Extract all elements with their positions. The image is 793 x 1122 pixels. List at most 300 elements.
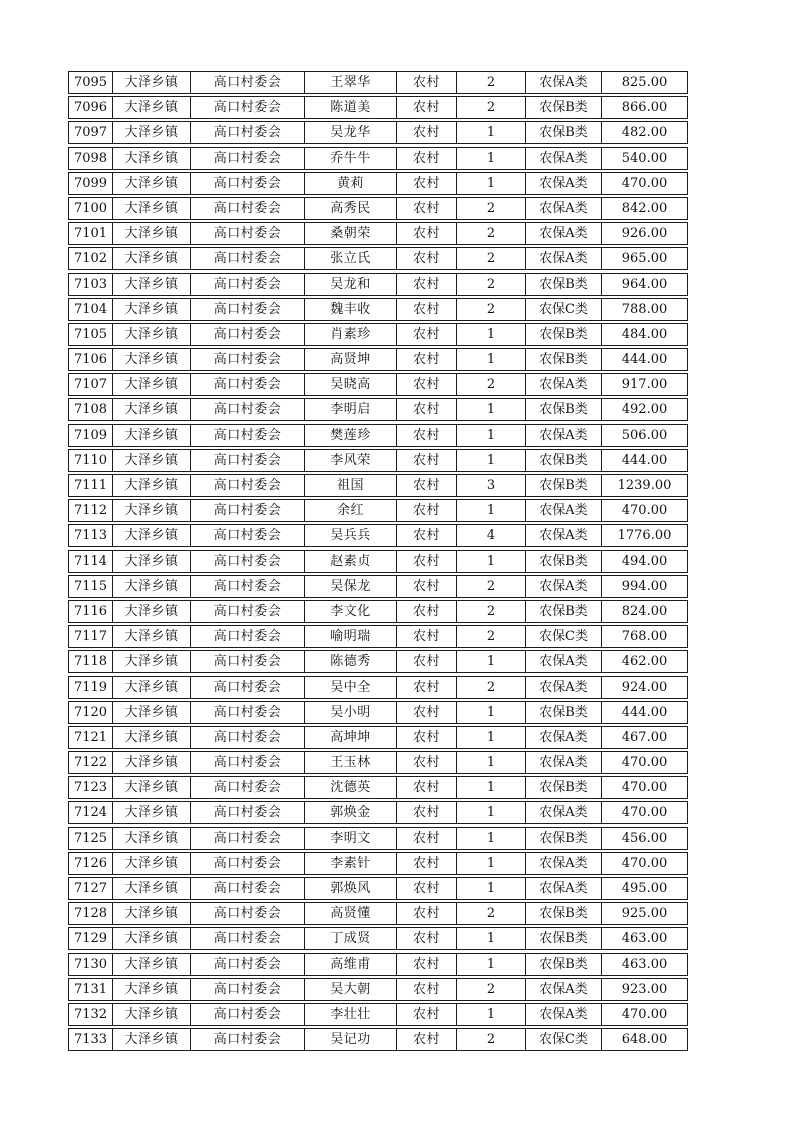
cell-person-count: 2: [457, 97, 526, 118]
cell-person-count: 1: [457, 551, 526, 572]
table-row: [68, 96, 688, 119]
cell-village-committee: 高口村委会: [191, 349, 305, 370]
cell-village-committee: 高口村委会: [191, 450, 305, 471]
cell-category: 农村: [397, 374, 457, 395]
cell-person-count: 1: [457, 752, 526, 773]
cell-person-count: 2: [457, 374, 526, 395]
cell-record-id: 7098: [69, 148, 113, 169]
cell-person-count: 1: [457, 399, 526, 420]
cell-amount: 788.00: [621, 301, 668, 317]
cell-town: 大泽乡镇: [113, 1004, 191, 1025]
cell-insurance-type: 农保A类: [526, 198, 602, 219]
table-row: [68, 751, 688, 774]
cell-insurance-type: 农保A类: [526, 425, 602, 446]
table-row: [68, 524, 688, 547]
cell-insurance-type: 农保A类: [526, 248, 602, 269]
cell-village-committee: 高口村委会: [191, 626, 305, 647]
cell-category: 农村: [397, 72, 457, 93]
cell-person-count: 1: [457, 878, 526, 899]
cell-village-committee: 高口村委会: [191, 576, 305, 597]
cell-record-id: 7100: [69, 198, 113, 219]
cell-insurance-type: 农保A类: [526, 148, 602, 169]
table-row: [68, 650, 688, 673]
cell-insurance-type: 农保A类: [526, 752, 602, 773]
cell-insurance-type: 农保B类: [526, 828, 602, 849]
cell-insurance-type: 农保A类: [526, 979, 602, 1000]
cell-category: 农村: [397, 324, 457, 345]
cell-person-count: 1: [457, 928, 526, 949]
cell-amount: 494.00: [621, 553, 668, 569]
table-row: [68, 1028, 688, 1051]
cell-person-count: 2: [457, 248, 526, 269]
cell-category: 农村: [397, 828, 457, 849]
cell-record-id: 7129: [69, 928, 113, 949]
cell-person-count: 4: [457, 525, 526, 546]
cell-category: 农村: [397, 752, 457, 773]
table-row: [68, 222, 688, 245]
cell-town: 大泽乡镇: [113, 324, 191, 345]
cell-category: 农村: [397, 223, 457, 244]
cell-person-name: 吴晓高: [305, 374, 397, 395]
cell-village-committee: 高口村委会: [191, 1029, 305, 1050]
cell-town: 大泽乡镇: [113, 248, 191, 269]
cell-record-id: 7114: [69, 551, 113, 572]
table-row: [68, 247, 688, 270]
cell-person-count: 2: [457, 198, 526, 219]
cell-insurance-type: 农保A类: [526, 802, 602, 823]
cell-town: 大泽乡镇: [113, 954, 191, 975]
cell-category: 农村: [397, 97, 457, 118]
cell-record-id: 7095: [69, 72, 113, 93]
cell-record-id: 7111: [69, 475, 113, 496]
cell-village-committee: 高口村委会: [191, 828, 305, 849]
cell-insurance-type: 农保B类: [526, 399, 602, 420]
cell-person-name: 陈德秀: [305, 651, 397, 672]
cell-insurance-type: 农保A类: [526, 223, 602, 244]
cell-amount: 470.00: [621, 503, 668, 519]
table-row: [68, 197, 688, 220]
cell-insurance-type: 农保B类: [526, 349, 602, 370]
cell-person-count: 1: [457, 122, 526, 143]
cell-person-name: 樊莲珍: [305, 425, 397, 446]
cell-person-count: 1: [457, 173, 526, 194]
cell-person-count: 2: [457, 1029, 526, 1050]
cell-village-committee: 高口村委会: [191, 525, 305, 546]
cell-person-count: 2: [457, 903, 526, 924]
cell-town: 大泽乡镇: [113, 651, 191, 672]
cell-village-committee: 高口村委会: [191, 954, 305, 975]
cell-town: 大泽乡镇: [113, 425, 191, 446]
cell-person-name: 张立氏: [305, 248, 397, 269]
cell-person-name: 吴中全: [305, 677, 397, 698]
cell-town: 大泽乡镇: [113, 374, 191, 395]
cell-category: 农村: [397, 702, 457, 723]
cell-record-id: 7133: [69, 1029, 113, 1050]
cell-amount: 925.00: [621, 906, 668, 922]
cell-town: 大泽乡镇: [113, 475, 191, 496]
cell-record-id: 7102: [69, 248, 113, 269]
cell-record-id: 7127: [69, 878, 113, 899]
cell-amount: 994.00: [621, 578, 668, 594]
cell-town: 大泽乡镇: [113, 198, 191, 219]
cell-person-name: 高贤坤: [305, 349, 397, 370]
cell-record-id: 7132: [69, 1004, 113, 1025]
cell-amount: 648.00: [621, 1032, 668, 1048]
cell-person-name: 高坤坤: [305, 727, 397, 748]
cell-category: 农村: [397, 853, 457, 874]
cell-person-name: 丁成贤: [305, 928, 397, 949]
cell-person-count: 2: [457, 626, 526, 647]
cell-town: 大泽乡镇: [113, 626, 191, 647]
cell-person-count: 1: [457, 425, 526, 446]
cell-village-committee: 高口村委会: [191, 979, 305, 1000]
cell-person-name: 沈德英: [305, 777, 397, 798]
table-row: [68, 827, 688, 850]
cell-category: 农村: [397, 903, 457, 924]
cell-amount: 484.00: [621, 326, 668, 342]
cell-category: 农村: [397, 198, 457, 219]
cell-person-name: 吴大朝: [305, 979, 397, 1000]
cell-category: 农村: [397, 274, 457, 295]
cell-record-id: 7107: [69, 374, 113, 395]
cell-insurance-type: 农保B类: [526, 97, 602, 118]
cell-amount: 470.00: [621, 175, 668, 191]
cell-category: 农村: [397, 500, 457, 521]
cell-person-name: 喻明瑞: [305, 626, 397, 647]
cell-category: 农村: [397, 425, 457, 446]
cell-record-id: 7128: [69, 903, 113, 924]
cell-amount: 842.00: [621, 200, 668, 216]
cell-village-committee: 高口村委会: [191, 1004, 305, 1025]
cell-village-committee: 高口村委会: [191, 903, 305, 924]
cell-person-name: 黄莉: [305, 173, 397, 194]
cell-record-id: 7096: [69, 97, 113, 118]
cell-record-id: 7097: [69, 122, 113, 143]
cell-person-name: 李壮壮: [305, 1004, 397, 1025]
cell-insurance-type: 农保B类: [526, 475, 602, 496]
cell-person-count: 1: [457, 349, 526, 370]
cell-record-id: 7110: [69, 450, 113, 471]
table-row: [68, 121, 688, 144]
cell-village-committee: 高口村委会: [191, 802, 305, 823]
cell-amount: 470.00: [621, 805, 668, 821]
cell-category: 农村: [397, 525, 457, 546]
table-row: [68, 71, 688, 94]
table-row: [68, 424, 688, 447]
cell-village-committee: 高口村委会: [191, 198, 305, 219]
cell-category: 农村: [397, 928, 457, 949]
cell-record-id: 7112: [69, 500, 113, 521]
cell-record-id: 7099: [69, 173, 113, 194]
cell-category: 农村: [397, 651, 457, 672]
insurance-payment-table: [68, 71, 688, 1053]
cell-village-committee: 高口村委会: [191, 122, 305, 143]
cell-town: 大泽乡镇: [113, 349, 191, 370]
cell-town: 大泽乡镇: [113, 551, 191, 572]
cell-insurance-type: 农保A类: [526, 576, 602, 597]
table-row: [68, 877, 688, 900]
cell-person-name: 李文化: [305, 601, 397, 622]
cell-person-count: 2: [457, 677, 526, 698]
cell-record-id: 7115: [69, 576, 113, 597]
cell-record-id: 7130: [69, 954, 113, 975]
cell-amount: 866.00: [621, 100, 668, 116]
cell-record-id: 7108: [69, 399, 113, 420]
table-row: [68, 852, 688, 875]
cell-village-committee: 高口村委会: [191, 173, 305, 194]
cell-town: 大泽乡镇: [113, 399, 191, 420]
cell-category: 农村: [397, 878, 457, 899]
cell-record-id: 7124: [69, 802, 113, 823]
cell-amount: 825.00: [621, 75, 668, 90]
cell-record-id: 7116: [69, 601, 113, 622]
cell-town: 大泽乡镇: [113, 677, 191, 698]
cell-insurance-type: 农保B类: [526, 903, 602, 924]
cell-amount: 482.00: [621, 125, 668, 141]
cell-category: 农村: [397, 173, 457, 194]
cell-village-committee: 高口村委会: [191, 399, 305, 420]
cell-village-committee: 高口村委会: [191, 878, 305, 899]
cell-insurance-type: 农保A类: [526, 173, 602, 194]
cell-amount: 768.00: [621, 629, 668, 645]
cell-town: 大泽乡镇: [113, 450, 191, 471]
cell-amount: 463.00: [621, 931, 668, 947]
table-row: [68, 801, 688, 824]
cell-person-count: 1: [457, 148, 526, 169]
table-row: [68, 550, 688, 573]
cell-person-name: 赵素贞: [305, 551, 397, 572]
cell-record-id: 7105: [69, 324, 113, 345]
cell-village-committee: 高口村委会: [191, 601, 305, 622]
cell-record-id: 7117: [69, 626, 113, 647]
cell-amount: 926.00: [621, 226, 668, 242]
cell-person-name: 魏丰收: [305, 299, 397, 320]
cell-person-count: 2: [457, 601, 526, 622]
cell-insurance-type: 农保A类: [526, 1004, 602, 1025]
cell-person-name: 高贤懂: [305, 903, 397, 924]
cell-person-count: 3: [457, 475, 526, 496]
cell-category: 农村: [397, 777, 457, 798]
cell-amount: 456.00: [621, 830, 668, 846]
table-row: [68, 172, 688, 195]
cell-person-count: 1: [457, 828, 526, 849]
cell-town: 大泽乡镇: [113, 173, 191, 194]
cell-person-count: 2: [457, 274, 526, 295]
table-row: [68, 298, 688, 321]
cell-person-count: 1: [457, 324, 526, 345]
cell-amount: 824.00: [621, 603, 668, 619]
cell-person-count: 2: [457, 576, 526, 597]
table-row: [68, 474, 688, 497]
cell-category: 农村: [397, 727, 457, 748]
cell-person-count: 2: [457, 72, 526, 93]
cell-insurance-type: 农保A类: [526, 677, 602, 698]
cell-record-id: 7121: [69, 727, 113, 748]
cell-person-name: 桑朝荣: [305, 223, 397, 244]
cell-town: 大泽乡镇: [113, 601, 191, 622]
table-row: [68, 348, 688, 371]
cell-amount: 470.00: [621, 1006, 668, 1022]
cell-village-committee: 高口村委会: [191, 677, 305, 698]
cell-record-id: 7131: [69, 979, 113, 1000]
cell-amount: 462.00: [621, 654, 668, 670]
cell-town: 大泽乡镇: [113, 299, 191, 320]
cell-village-committee: 高口村委会: [191, 853, 305, 874]
cell-person-count: 1: [457, 727, 526, 748]
cell-person-name: 吴记功: [305, 1029, 397, 1050]
cell-insurance-type: 农保A类: [526, 374, 602, 395]
cell-village-committee: 高口村委会: [191, 274, 305, 295]
cell-person-count: 1: [457, 500, 526, 521]
cell-insurance-type: 农保B类: [526, 122, 602, 143]
cell-person-count: 1: [457, 1004, 526, 1025]
cell-town: 大泽乡镇: [113, 727, 191, 748]
cell-insurance-type: 农保B类: [526, 274, 602, 295]
cell-person-count: 1: [457, 651, 526, 672]
cell-insurance-type: 农保C类: [526, 299, 602, 320]
cell-person-name: 肖素珍: [305, 324, 397, 345]
cell-person-count: 1: [457, 802, 526, 823]
cell-village-committee: 高口村委会: [191, 752, 305, 773]
cell-person-count: 1: [457, 702, 526, 723]
cell-village-committee: 高口村委会: [191, 374, 305, 395]
cell-category: 农村: [397, 475, 457, 496]
cell-town: 大泽乡镇: [113, 274, 191, 295]
cell-town: 大泽乡镇: [113, 752, 191, 773]
cell-insurance-type: 农保B类: [526, 928, 602, 949]
cell-category: 农村: [397, 677, 457, 698]
cell-village-committee: 高口村委会: [191, 551, 305, 572]
cell-amount: 463.00: [621, 956, 668, 972]
cell-person-name: 高秀民: [305, 198, 397, 219]
cell-category: 农村: [397, 626, 457, 647]
table-row: [68, 978, 688, 1001]
cell-record-id: 7122: [69, 752, 113, 773]
cell-person-name: 高维甫: [305, 954, 397, 975]
cell-record-id: 7101: [69, 223, 113, 244]
cell-person-count: 2: [457, 223, 526, 244]
cell-category: 农村: [397, 954, 457, 975]
table-row: [68, 449, 688, 472]
table-row: [68, 373, 688, 396]
cell-amount: 917.00: [621, 377, 668, 393]
table-row: [68, 776, 688, 799]
table-row: [68, 902, 688, 925]
cell-insurance-type: 农保A类: [526, 525, 602, 546]
cell-record-id: 7123: [69, 777, 113, 798]
cell-amount: 1239.00: [617, 478, 672, 493]
cell-village-committee: 高口村委会: [191, 248, 305, 269]
cell-category: 农村: [397, 979, 457, 1000]
table-row: [68, 625, 688, 648]
cell-category: 农村: [397, 248, 457, 269]
cell-person-name: 祖国: [305, 475, 397, 496]
cell-insurance-type: 农保A类: [526, 72, 602, 93]
cell-person-name: 余红: [305, 500, 397, 521]
cell-category: 农村: [397, 1004, 457, 1025]
cell-town: 大泽乡镇: [113, 97, 191, 118]
cell-person-count: 1: [457, 777, 526, 798]
cell-amount: 444.00: [621, 704, 668, 720]
cell-town: 大泽乡镇: [113, 979, 191, 1000]
cell-person-name: 郭焕风: [305, 878, 397, 899]
cell-village-committee: 高口村委会: [191, 500, 305, 521]
cell-person-name: 吴龙和: [305, 274, 397, 295]
cell-insurance-type: 农保A类: [526, 500, 602, 521]
cell-village-committee: 高口村委会: [191, 651, 305, 672]
cell-record-id: 7119: [69, 677, 113, 698]
cell-village-committee: 高口村委会: [191, 223, 305, 244]
cell-village-committee: 高口村委会: [191, 324, 305, 345]
cell-person-count: 2: [457, 299, 526, 320]
cell-town: 大泽乡镇: [113, 1029, 191, 1050]
cell-insurance-type: 农保A类: [526, 651, 602, 672]
cell-record-id: 7113: [69, 525, 113, 546]
cell-category: 农村: [397, 349, 457, 370]
cell-village-committee: 高口村委会: [191, 727, 305, 748]
cell-amount: 495.00: [621, 881, 668, 896]
cell-village-committee: 高口村委会: [191, 97, 305, 118]
cell-insurance-type: 农保B类: [526, 551, 602, 572]
cell-person-name: 吴小明: [305, 702, 397, 723]
table-row: [68, 953, 688, 976]
cell-village-committee: 高口村委会: [191, 72, 305, 93]
cell-person-name: 陈道美: [305, 97, 397, 118]
cell-village-committee: 高口村委会: [191, 475, 305, 496]
cell-category: 农村: [397, 122, 457, 143]
cell-category: 农村: [397, 148, 457, 169]
table-row: [68, 927, 688, 950]
cell-amount: 965.00: [621, 251, 668, 267]
cell-insurance-type: 农保A类: [526, 727, 602, 748]
cell-person-name: 李明启: [305, 399, 397, 420]
cell-town: 大泽乡镇: [113, 500, 191, 521]
cell-category: 农村: [397, 399, 457, 420]
cell-insurance-type: 农保B类: [526, 601, 602, 622]
cell-town: 大泽乡镇: [113, 148, 191, 169]
cell-insurance-type: 农保C类: [526, 1029, 602, 1050]
cell-person-name: 王玉林: [305, 752, 397, 773]
cell-village-committee: 高口村委会: [191, 702, 305, 723]
cell-person-count: 1: [457, 853, 526, 874]
cell-town: 大泽乡镇: [113, 828, 191, 849]
cell-amount: 444.00: [621, 352, 668, 368]
table-row: [68, 676, 688, 699]
cell-town: 大泽乡镇: [113, 576, 191, 597]
cell-person-name: 李素针: [305, 853, 397, 874]
cell-person-name: 郭焕金: [305, 802, 397, 823]
cell-category: 农村: [397, 551, 457, 572]
table-row: [68, 575, 688, 598]
cell-insurance-type: 农保B类: [526, 702, 602, 723]
cell-amount: 492.00: [621, 402, 668, 418]
cell-person-count: 1: [457, 954, 526, 975]
table-row: [68, 398, 688, 421]
cell-town: 大泽乡镇: [113, 777, 191, 798]
cell-category: 农村: [397, 802, 457, 823]
cell-insurance-type: 农保A类: [526, 878, 602, 899]
cell-amount: 923.00: [621, 981, 668, 997]
cell-amount: 1776.00: [617, 528, 672, 544]
cell-amount: 470.00: [621, 780, 668, 796]
cell-person-count: 2: [457, 979, 526, 1000]
cell-category: 农村: [397, 299, 457, 320]
cell-amount: 506.00: [621, 427, 668, 443]
table-row: [68, 273, 688, 296]
cell-town: 大泽乡镇: [113, 903, 191, 924]
cell-record-id: 7109: [69, 425, 113, 446]
cell-amount: 470.00: [621, 755, 668, 771]
